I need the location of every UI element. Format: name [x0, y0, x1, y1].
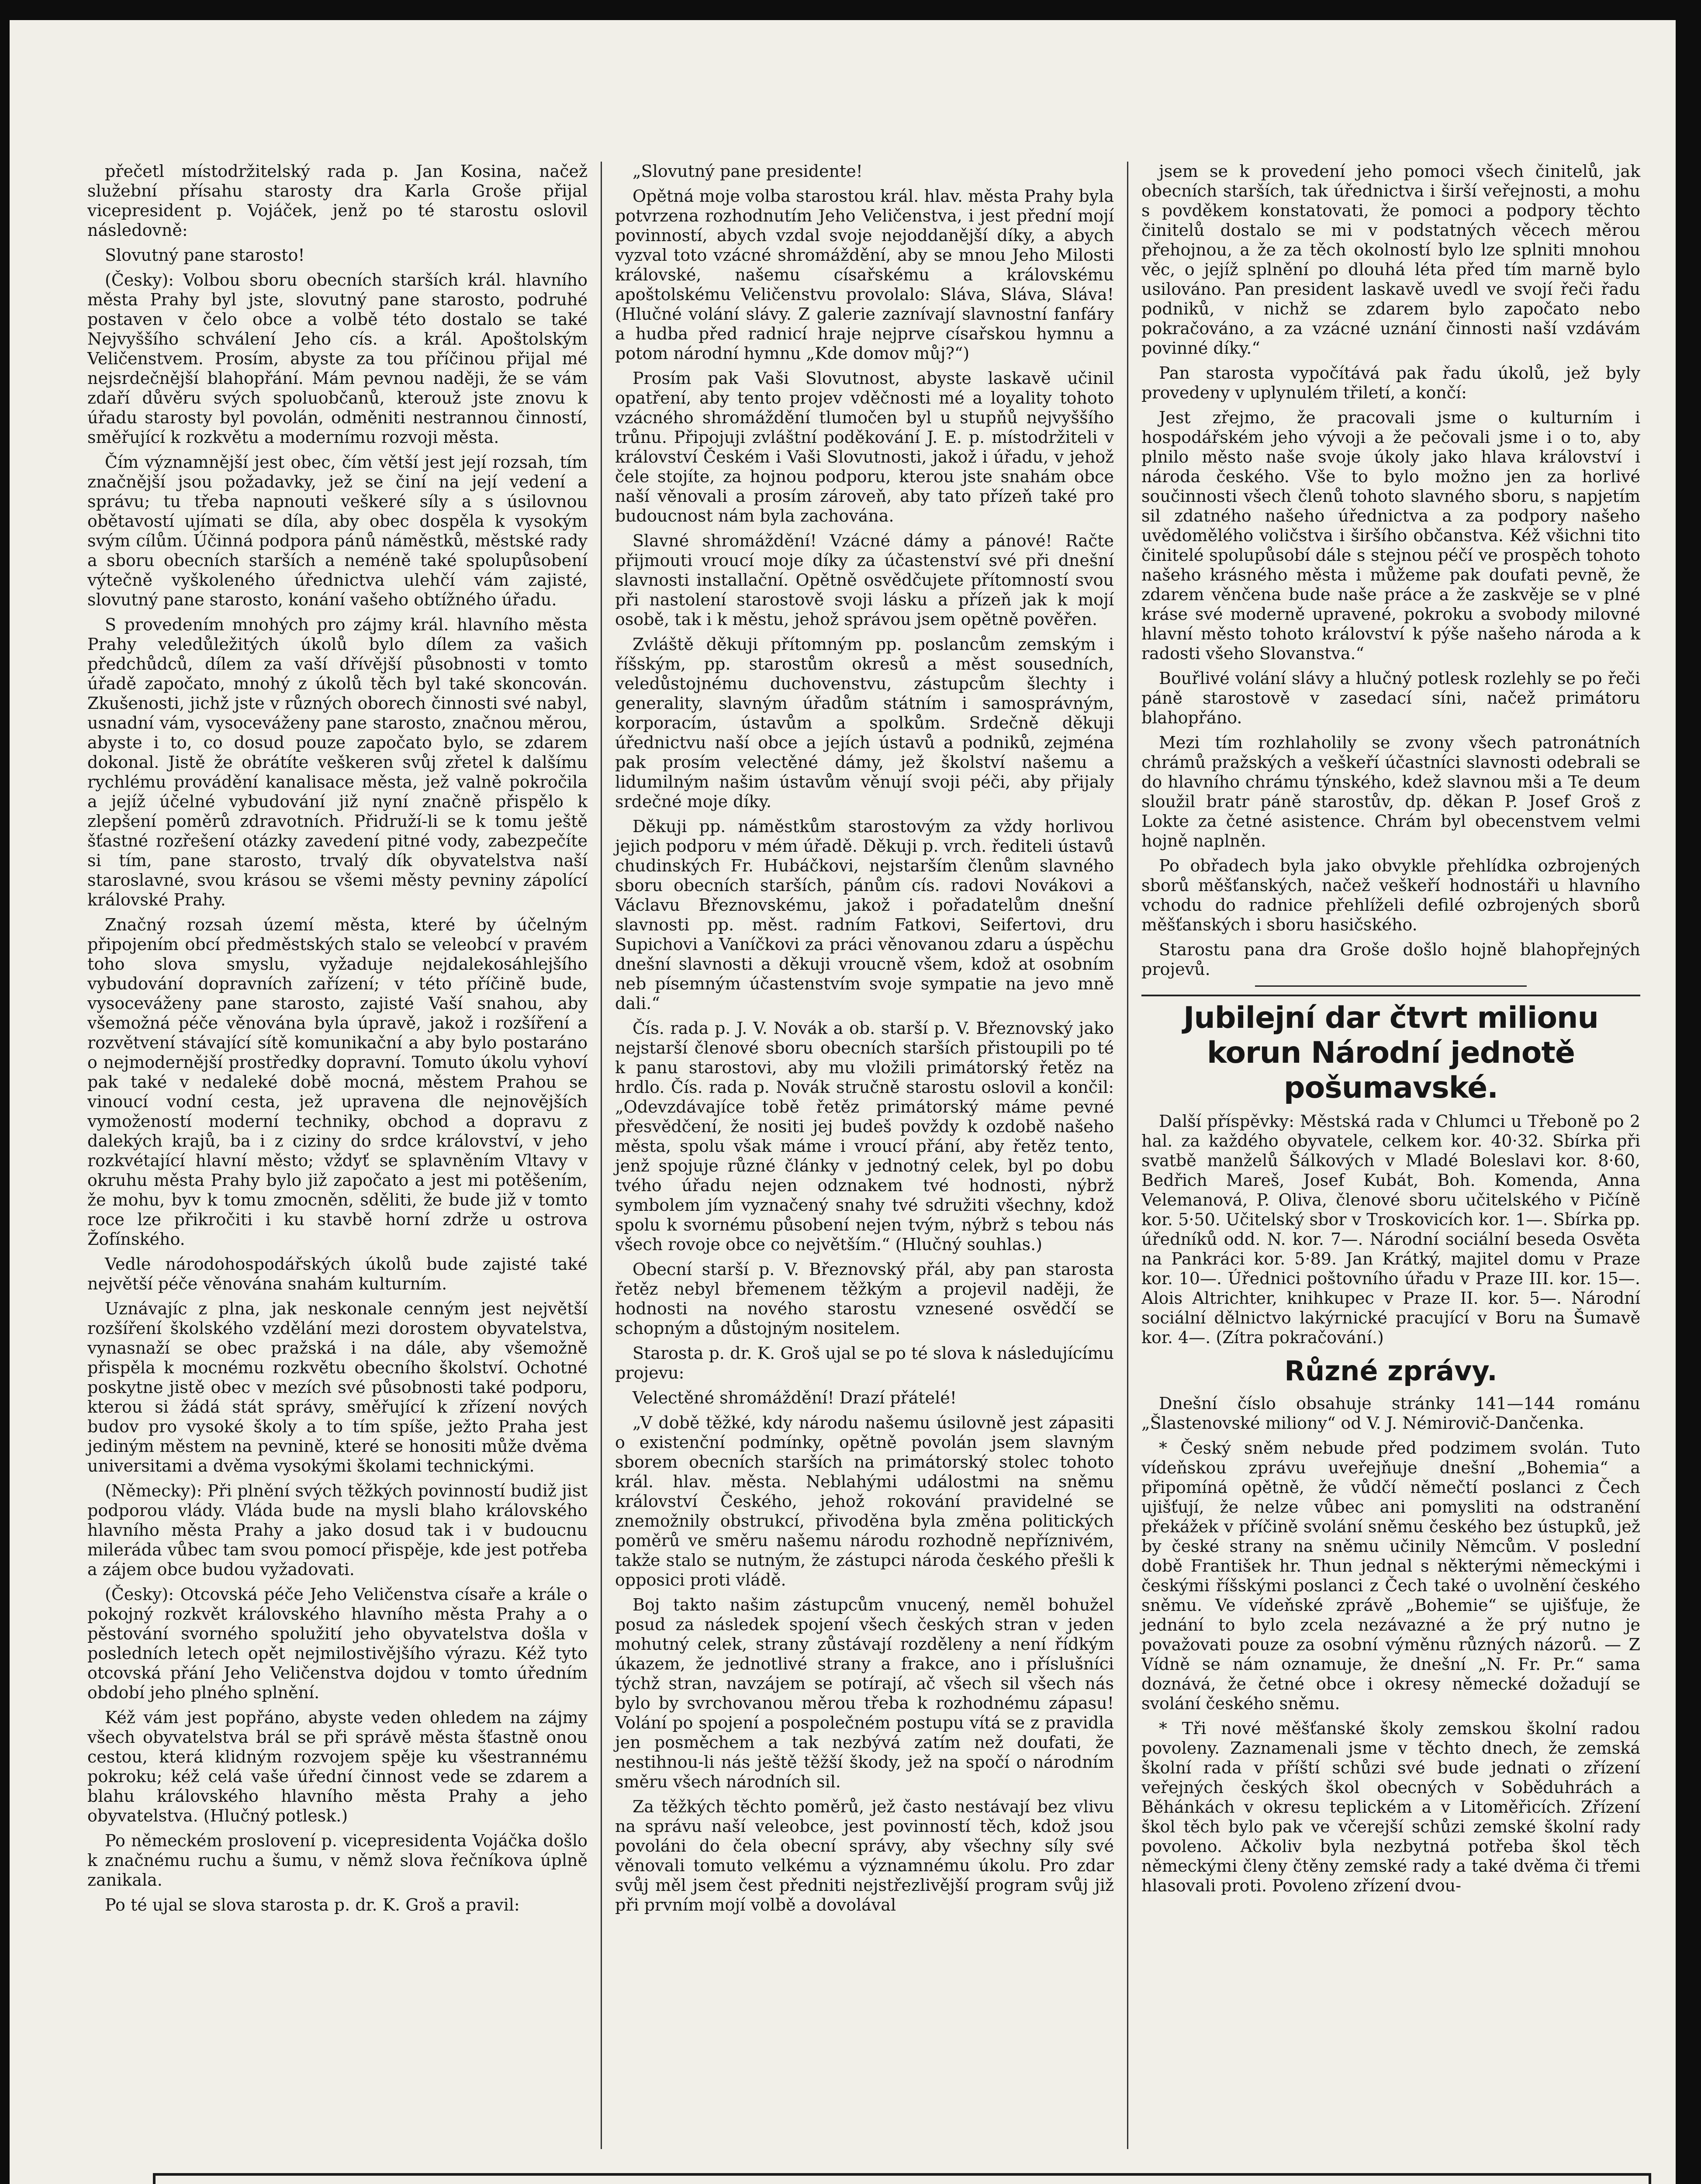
article-installation-end — [1141, 162, 1640, 979]
paragraph: Uznávajíc z plna, jak neskonale cenným jest největší rozšíření školského vzdělání mezi dorostem obyvatelstva, vynasnaží se obec pražská i na dále, aby všemožně přispěla k mocnému rozkvětu obecního školství. Ochotné poskytne jistě obec v mezích své působnosti také podporu, kterou si žádá stát správy, směřující k zřízení nových budov pro vysoké školy a to tím spíše, ježto Praha jest jediným městem na pevnině, které se honositi může dvěma universitami a dvěma vysokými školami technickými. — [87, 1299, 588, 1476]
paragraph: Po obřadech byla jako obvykle přehlídka ozbrojených sborů měšťanských, načež veškeří hodnostáři u hlavního vchodu do radnice přehlíželi defilé ozbrojených sborů měšťanských i sboru hasičského. — [1141, 856, 1640, 934]
paragraph: Slavné shromáždění! Vzácné dámy a pánové! Račte přijmouti vroucí moje díky za účastenství své při dnešní slavnosti installační. Opětně osvědčujete přítomností svou při nastolení starostově svoji lásku a přízeň jak k mojí osobě, tak i k městu, jehož správou jsem opětně pověřen. — [615, 531, 1114, 629]
column-3 — [1127, 162, 1653, 2149]
paragraph: Zvláště děkuji přítomným pp. poslancům zemským i říšským, pp. starostům okresů a měst sousedních, veledůstojnému duchovenstvu, zástupcům šlechty i generality, slavným úřadům státním i samosprávným, korporacím, ústavům a spolkům. Srdečně děkuji úřednictvu naší obce a jejích ústavů a podniků, zejména pak prosím velectěné dámy, jež školství našemu a lidumilným našim ústavům věnují svoji péči, aby přijaly srdečné moje díky. — [615, 635, 1114, 811]
article-various-news — [1141, 1394, 1640, 1896]
paragraph: Mezi tím rozhlaholily se zvony všech patronátních chrámů pražských a veškeří účastníci slavnosti odebrali se do hlavního chrámu týnského, kdež slavnou mši a Te deum sloužil bratr páně starostův, dp. děkan P. Josef Groš z Lokte za četné asistence. Chrám byl obecenstvem velmi hojně naplněn. — [1141, 733, 1640, 850]
headline-jubilee-gift: Jubilejní dar čtvrt milionu korun Národní jednotě pošumavské. — [1141, 995, 1640, 1106]
paragraph: * Český sněm nebude před podzimem svolán. Tuto vídeňskou zprávu uveřejňuje dnešní „Bohemia“ a připomíná opětně, že vůdčí němečtí poslanci z Čech ujišťují, že nelze vůbec ani pomysliti na odstranění překážek v příčině svolání sněmu českého bez ústupků, jež by české strany na sněmu učinily Němcům. V poslední době František hr. Thun jednal s některými německými i českými říšskými poslanci z Čech také o uvolnění českého sněmu. Ve vídeňské zprávě „Bohemie“ se ujišťuje, že jednání to bylo zcela nezávazné a že prý nutno je považovati pouze za osobní výměnu různých názorů. — Z Vídně se nám oznamuje, že dnešní „N. Fr. Pr.“ sama doznává, že četné obce i okresy německé dožadují se svolání českého sněmu. — [1141, 1438, 1640, 1713]
paragraph: Čím významnější jest obec, čím větší jest její rozsah, tím značnější jsou požadavky, jež se činí na její vedení a správu; tu třeba napnouti veškeré síly a s úsilovnou obětavostí ujímati se díla, aby obec dospěla k vysokým svým cílům. Účinná podpora pánů náměstků, městské rady a sboru obecních starších a neméně také spolupůsobení výtečně vyškoleného úřednictva ulehčí vám zajisté, slovutný pane starosto, konání vašeho obtížného úřadu. — [87, 453, 588, 609]
paragraph: Boj takto našim zástupcům vnucený, neměl bohužel posud za následek spojení všech českých stran v jeden mohutný celek, strany zůstávají rozděleny a není řídkým úkazem, že jednotlivé strany a frakce, ano i příslušníci týchž stran, navzájem se potírají, ač všech sil všech nás bylo by svrchovanou měrou třeba k rozhodnému zápasu! Volání po spojení a pospolečném postupu vítá se z pravidla jen posměchem a tak nezbývá zatím než doufati, že nestihnou-li nás ještě těžší škody, jež na spočí o národním směru všech národních sil. — [615, 1595, 1114, 1791]
paragraph: „V době těžké, kdy národu našemu úsilovně jest zápasiti o existenční podmínky, opětně povolán jsem slavným sborem obecních starších na primátorský stolec tohoto král. hlav. města. Neblahými událostmi na sněmu království Českého, jehož rokování pravidelné se znemožnily obstrukcí, přivoděna byla změna politických poměrů ve směru našemu národu rozhodně nepříznivém, takže stalo se nutným, že zástupci národa českého přešli k opposici proti vládě. — [615, 1413, 1114, 1590]
headline-various-news: Různé zprávy. — [1284, 1355, 1497, 1387]
paragraph: (Česky): Otcovská péče Jeho Veličenstva císaře a krále o pokojný rozkvět královského hlavního města Prahy a o pěstování svorného spolužití jeho obyvatelstva došla v posledních letech opět nejmilostivějšího výrazu. Kéž tyto otcovská přání Jeho Veličenstva dojdou v tomto úředním období jeho plného splnění. — [87, 1585, 588, 1702]
column-2 — [601, 162, 1127, 2149]
paragraph: Dnešní číslo obsahuje stránky 141—144 románu „Šlastenovské miliony“ od V. J. Némirovič-Dančenka. — [1141, 1394, 1640, 1433]
paragraph: Jest zřejmo, že pracovali jsme o kulturním i hospodářském jeho vývoji a že pečovali jsme i o to, aby plnilo město naše svoje úkoly jako hlava království i národa českého. Vše to bylo možno jen za horlivé součinnosti všech členů tohoto slavného sboru, s napjetím sil zdatného našeho úřednictva a za podpory našeho uvědomělého voličstva i širšího občanstva. Kéž všichni tito činitelé spolupůsobí dále s stejnou péčí ve prospěch tohoto našeho krásného města i můžeme pak doufati pevně, že zdarem věnčena bude naše práce a že zaskvěje se v plné kráse své moderně upravené, pokroku a svobody milovné hlavní město tohoto království k pýše našeho národa a k radosti všeho Slovanstva.“ — [1141, 408, 1640, 663]
paragraph: „Slovutný pane presidente! — [633, 162, 863, 181]
paragraph: Další příspěvky: Městská rada v Chlumci u Třeboně po 2 hal. za každého obyvatele, celkem kor. 40·32. Sbírka při svatbě manželů Šálkových v Mladé Boleslavi kor. 8·60, Bedřich Mareš, Josef Kubát, Boh. Komenda, Anna Velemanová, P. Oliva, členové sboru učitelského v Pičíně kor. 5·50. Učitelský sbor v Troskovicích kor. 1—. Sbírka pp. úředníků odd. N. kor. 7—. Národní sociální beseda Osvěta na Pankráci kor. 5·89. Jan Krátký, majitel domu v Praze kor. 10—. Úřednici poštovního úřadu v Praze III. kor. 15—. Alois Altrichter, knihkupec v Praze II. kor. 5—. Národní sociální dělnictvo lakýrnické pracující v Boru na Šumavě kor. 4—. (Zítra pokračování.) — [1141, 1112, 1640, 1347]
column-1 — [74, 162, 601, 2149]
paragraph: Starosta p. dr. K. Groš ujal se po té slova k následujícímu projevu: — [615, 1344, 1114, 1382]
section-divider — [1255, 985, 1527, 987]
paragraph: Za těžkých těchto poměrů, jež často nestávají bez vlivu na správu naší veleobce, jest povinností těch, kdož jsou povoláni do čela obecní správy, aby všechny síly své věnovali tomuto velkému a významnému úkolu. Pro zdar svůj měl jsem čest předniti nejstřezlivější program svůj již při prvním mojí volbě a dovolával — [615, 1797, 1114, 1914]
article-contributions — [1141, 1112, 1640, 1348]
paragraph: (Německy): Při plnění svých těžkých povinností budiž jist podporou vlády. Vláda bude na mysli blaho královského hlavního města Prahy a jako dosud tak i v budoucnu mileráda vůbec tam svou pomocí přispěje, kde jest potřeba a zájem obce budou vyžadovati. — [87, 1481, 588, 1579]
paragraph: Děkuji pp. náměstkům starostovým za vždy horlivou jejich podporu v mém úřadě. Děkuji p. vrch. řediteli ústavů chudinských Fr. Hubáčkovi, nejstarším členům slavného sboru obecních starších, pánům cís. radovi Novákovi a Václavu Březnovskému, jakož i pořadatelům dnešní slavnosti pp. měst. radním Fatkovi, Seifertovi, dru Supichovi a Vaníčkovi za práci věnovanou zdaru a úspěchu dnešní slavnosti a děkuji vroucně všem, kdož at osobním neb písemným účastenstvím svoje sympatie na jevo mně dali.“ — [615, 817, 1114, 1013]
paragraph: přečetl místodržitelský rada p. Jan Kosina, načež služební přísahu starosty dra Karla Groše přijal vicepresident p. Vojáček, jenž po té starostu oslovil následovně: — [87, 162, 588, 240]
paragraph: Obecní starší p. V. Březnovský přál, aby pan starosta řetěz nebyl břemenem těžkým a projevil naději, že hodnosti na nového starostu vznesené osvědčí se schopným a důstojným nositelem. — [615, 1260, 1114, 1338]
paragraph: jsem se k provedení jeho pomoci všech činitelů, jak obecních starších, tak úřednictva i širší veřejnosti, a mohu s povděkem konstatovati, že pomoci a podpory těchto činitelů dostalo se mi v podstatných věcech měrou přehojnou, a že za těch okolností bylo lze splniti mnohou věc, o jejíž splnění po dlouhá léta před tím marně bylo usilováno. Pan president laskavě uvedl ve svojí řeči řadu podniků, v nichž se zdarem bylo započato nebo pokračováno, a za vzácné uznání činnosti naší vzdávám povinné díky.“ — [1141, 162, 1640, 358]
newspaper-page — [74, 162, 1664, 2149]
paragraph: Kéž vám jest popřáno, abyste veden ohledem na zájmy všech obyvatelstva brál se při správě města šťastně onou cestou, která klidným rozvojem spěje ku všestrannému pokroku; kéž celá vaše úřední činnost vede se zdarem a blahu královského hlavního města Prahy a jeho obyvatelstva. (Hlučný potlesk.) — [87, 1708, 588, 1825]
paragraph: Čís. rada p. J. V. Novák a ob. starší p. V. Březnovský jako nejstarší členové sboru obecních starších přistoupili po té k panu starostovi, aby mu vložili primátorský řetěz na hrdlo. Čís. rada p. Novák stručně starostu oslovil a končil: „Odevzdávajíce tobě řetěz primátorský máme pevné přesvědčení, že nositi jej budeš povždy k ozdobě našeho města, spolu však máme i vroucí přání, aby řetěz tento, jenž spojuje různé články v jednotný celek, byl po dobu tvého úřadu nejen odznakem tvé hodnosti, nýbrž symbolem jím vyznačený snahy tvé sdružiti všechny, kdož spolu k svornému působení nejen tvým, nýbrž s tebou nás všech rovoje obce co největším.“ (Hlučný souhlas.) — [615, 1019, 1114, 1254]
paragraph: (Česky): Volbou sboru obecních starších král. hlavního města Prahy byl jste, slovutný pane starosto, podruhé postaven v čelo obce a volbě této dostalo se také Nejvyššího schválení Jeho cís. a král. Apoštolským Veličenstvem. Prosím, abyste za tou příčinou přijal mé nejsrdečnější blahopřání. Mám pevnou naději, že se vám zdaří důvěru svých spoluobčanů, kterouž jste znovu k úřadu starosty byl povolán, odměniti nestrannou činností, směřující k rozkvětu a modernímu rozvoji města. — [87, 270, 588, 447]
paragraph: Starostu pana dra Groše došlo hojně blahopřejných projevů. — [1141, 940, 1640, 979]
paragraph: Bouřlivé volání slávy a hlučný potlesk rozlehly se po řeči páně starostově v zasedací síni, načež primátoru blahopřáno. — [1141, 669, 1640, 727]
paragraph: Opětná moje volba starostou král. hlav. města Prahy byla potvrzena rozhodnutím Jeho Veličenstva, i jest přední mojí povinností, abych vzdal svoje nejoddanější díky, a abych vyzval toto vzácné shromáždění, aby se mnou Jeho Milosti královské, našemu císařskému a královskému apoštolskému Veličenstvu provolalo: Sláva, Sláva, Sláva! (Hlučné volání slávy. Z galerie zaznívají slavnostní fanfáry a hudba před radnicí hraje nejprve císařskou hymnu a potom národní hymnu „Kde domov můj?“) — [615, 187, 1114, 363]
paragraph: Slovutný pane starosto! — [105, 245, 305, 265]
advertisement — [153, 2173, 1651, 2184]
paragraph: * Tři nové měšťanské školy zemskou školní radou povoleny. Zaznamenali jsme v těchto dnech, že zemská školní rada v příští schůzi své bude jednati o zřízení veřejných českých škol obecných v Soběduhrách a Běhánkách v okresu teplickém a v Litoměřicích. Zřízení škol těch bylo pak ve včerejší schůzi zemské školní rady povoleno. Ačkoliv byla nezbytná potřeba škol těch německými členy čtěny zemské rady a také dvěma či třemi hlasovali proti. Povoleno zřízení dvou- — [1141, 1719, 1640, 1895]
paragraph: Po té ujal se slova starosta p. dr. K. Groš a pravil: — [105, 1895, 520, 1914]
paragraph: S provedením mnohých pro zájmy král. hlavního města Prahy veledůležitých úkolů bylo dílem za vašich předchůdců, dílem za vaší dřívější působnosti v tomto úřadě započato, mnohý z úkolů těch byl také skoncován. Zkušenosti, jichž jste v různých oborech činnosti své nabyl, usnadní vám, vysoceváženy pane starosto, značnou měrou, abyste i to, co dosud pouze započato bylo, se zdarem dokonal. Jistě že obrátíte veškeren svůj zřetel k dalšímu rychlému provádění kanalisace města, jež valně pokročila a jejíž účelné vybudování již nyní značně přispělo k zlepšení poměrů zdravotních. Přidruží-li se k tomu ještě šťastné rozřešení otázky zavedení pitné vody, zabezpečíte si tím, pane starosto, trvalý dík obyvatelstva naší staroslavné, svou krásou se všemi městy pevniny zápolící královské Prahy. — [87, 615, 588, 909]
paragraph: Pan starosta vypočítává pak řadu úkolů, jež byly provedeny v uplynulém třiletí, a končí: — [1141, 363, 1640, 402]
paragraph: Prosím pak Vaši Slovutnost, abyste laskavě učinil opatření, aby tento projev vděčnosti mé a loyality tohoto vzácného shromáždění tlumočen byl u stupňů nejvyššího trůnu. Připojuji zvláštní poděkování J. E. p. místodržiteli v království Českém i Vaši Slovutnosti, jakož i úřadu, v jehož čele stojíte, za hojnou podporu, kterou jste snahám obce naší věnovali a prosím zároveň, aby tato přízeň také pro budoucnost nám byla zachována. — [615, 369, 1114, 525]
paragraph: Vedle národohospodářských úkolů bude zajisté také největší péče věnována snahám kulturním. — [87, 1254, 588, 1293]
paragraph: Velectěné shromáždění! Drazí přátelé! — [633, 1388, 957, 1407]
paragraph: Značný rozsah území města, které by účelným připojením obcí předměstských stalo se veleobcí v pravém toho slova smyslu, vyžaduje nejdalekosáhlejšího vybudování dopravních zařízení; v této příčině bude, vysoceváženy pane starosto, zajisté Vaší snahou, aby všemožná péče věnována byla úpravě, jakož i rozšíření a rozvětvení stávající sítě komunikační a aby bylo postaráno o nejmodernější prostředky dopravní. Tomuto úkolu vyhoví pak také v nedaleké době mocná, městem Prahou se vinoucí vodní cesta, jež upravena dle nejnovějších vymožeností moderní techniky, obchod a dopravu z dalekých krajů, ba i z ciziny do srdce království, v jeho rozkvétající hlavní město; vždyť se splavněním Vltavy v okruhu města Prahy bylo již započato a jest mi potěšením, že mohu, byv k tomu zmocněn, sděliti, že bude již v tomto roce lze přikročiti i ku stavbě horní zdrže u ostrova Žofínského. — [87, 915, 588, 1249]
paragraph: Po německém proslovení p. vicepresidenta Vojáčka došlo k značnému ruchu a šumu, v němž slova řečníkova úplně zanikala. — [87, 1831, 588, 1890]
